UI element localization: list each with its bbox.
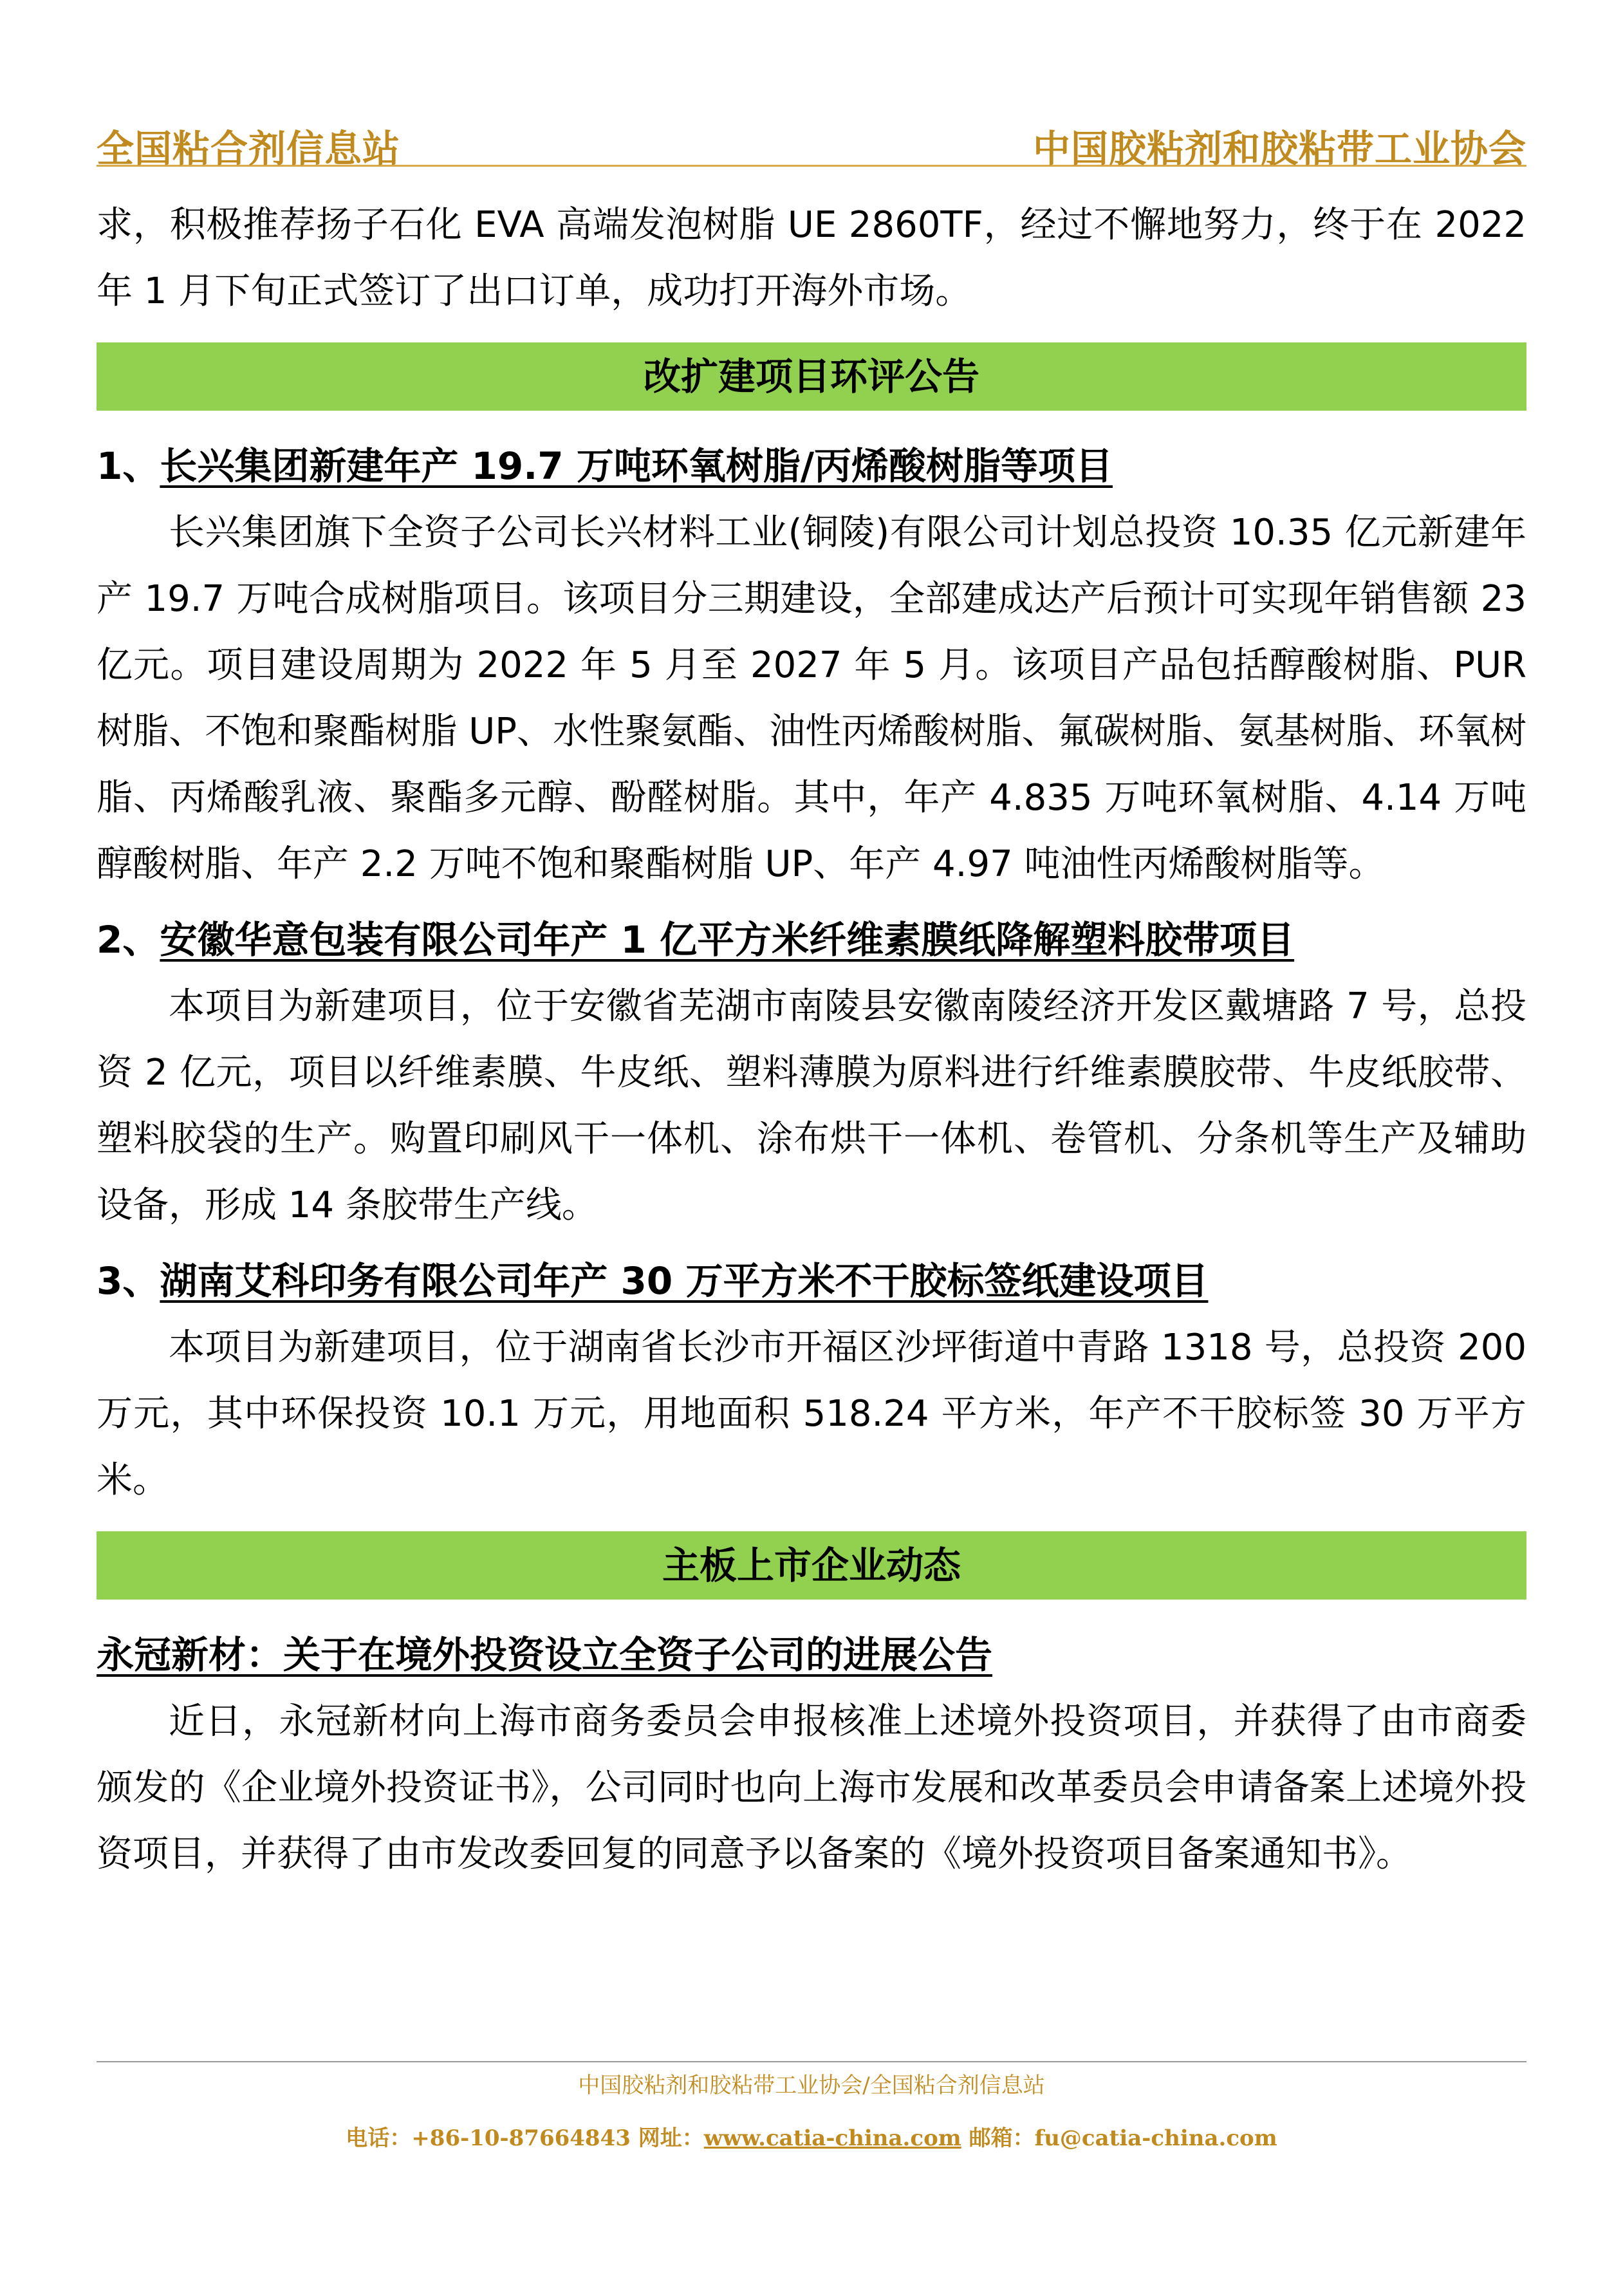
item-number: 1、: [97, 444, 160, 488]
item-number: 3、: [97, 1259, 160, 1303]
news-body: 近日，永冠新材向上海市商务委员会申报核准上述境外投资项目，并获得了由市商委颁发的《企业境外投资证书》，公司同时也向上海市发展和改革委员会申请备案上述境外投资项目，并获得了由市发改委回复的同意予以备案的《境外投资项目备案通知书》。: [97, 1701, 1526, 1875]
item-number: 2、: [97, 918, 160, 962]
project-item-2: [97, 906, 1526, 1238]
header-association-name: 中国胶粘剂和胶粘带工业协会: [1032, 127, 1526, 171]
project-title: [97, 433, 1526, 499]
header-site-name: 全国粘合剂信息站: [97, 127, 401, 171]
footer-email: 邮箱：fu@catia-china.com: [961, 2125, 1277, 2151]
news-title: [97, 1621, 1526, 1688]
footer-contact: [0, 2120, 1623, 2152]
item-title-text: 长兴集团新建年产 19.7 万吨环氧树脂/丙烯酸树脂等项目: [160, 444, 1113, 488]
section-banner-listed-companies: 主板上市企业动态: [97, 1531, 1526, 1600]
project-body: 长兴集团旗下全资子公司长兴材料工业(铜陵)有限公司计划总投资 10.35 亿元新建年产 19.7 万吨合成树脂项目。该项目分三期建设，全部建成达产后预计可实现年销售额 23 亿元。项目建设周期为 2022 年 5 月至 2027 年 5 月。该项目产品包括醇酸树脂、PUR 树脂、不饱和聚酯树脂 UP、水性聚氨酯、油性丙烯酸树脂、氟碳树脂、氨基树脂、环氧树脂、丙烯酸乳液、聚酯多元醇、酚醛树脂。其中，年产 4.835 万吨环氧树脂、4.14 万吨醇酸树脂、年产 2.2 万吨不饱和聚酯树脂 UP、年产 4.97 吨油性丙烯酸树脂等。: [97, 512, 1526, 885]
section-banner-env-assessment: 改扩建项目环评公告: [97, 342, 1526, 411]
news-title-text: 永冠新材：关于在境外投资设立全资子公司的进展公告: [97, 1633, 993, 1677]
project-item-3: [97, 1247, 1526, 1513]
footer-divider: [97, 2061, 1526, 2062]
item-title-text: 湖南艾科印务有限公司年产 30 万平方米不干胶标签纸建设项目: [160, 1259, 1209, 1303]
project-item-1: [97, 433, 1526, 897]
page-content: [97, 192, 1526, 1887]
footer-organization: 中国胶粘剂和胶粘带工业协会/全国粘合剂信息站: [578, 2073, 1045, 2098]
project-body: 本项目为新建项目，位于安徽省芜湖市南陵县安徽南陵经济开发区戴塘路 7 号，总投资 2 亿元，项目以纤维素膜、牛皮纸、塑料薄膜为原料进行纤维素膜胶带、牛皮纸胶带、塑料胶袋的生产。购置印刷风干一体机、涂布烘干一体机、卷管机、分条机等生产及辅助设备，形成 14 条胶带生产线。: [97, 985, 1526, 1226]
item-title-text: 安徽华意包装有限公司年产 1 亿平方米纤维素膜纸降解塑料胶带项目: [160, 918, 1295, 962]
footer-phone: 电话：+86-10-87664843 网址：: [346, 2125, 704, 2151]
project-title: [97, 1247, 1526, 1314]
company-news-item: [97, 1621, 1526, 1887]
intro-paragraph: 求，积极推荐扬子石化 EVA 高端发泡树脂 UE 2860TF，经过不懈地努力，终于在 2022 年 1 月下旬正式签订了出口订单，成功打开海外市场。: [97, 204, 1526, 312]
page-header: [97, 113, 1526, 171]
footer-website-link[interactable]: www.catia-china.com: [703, 2125, 961, 2151]
project-title: [97, 906, 1526, 973]
project-body: 本项目为新建项目，位于湖南省长沙市开福区沙坪街道中青路 1318 号，总投资 200 万元，其中环保投资 10.1 万元，用地面积 518.24 平方米，年产不干胶标签 30 万平方米。: [97, 1327, 1526, 1501]
